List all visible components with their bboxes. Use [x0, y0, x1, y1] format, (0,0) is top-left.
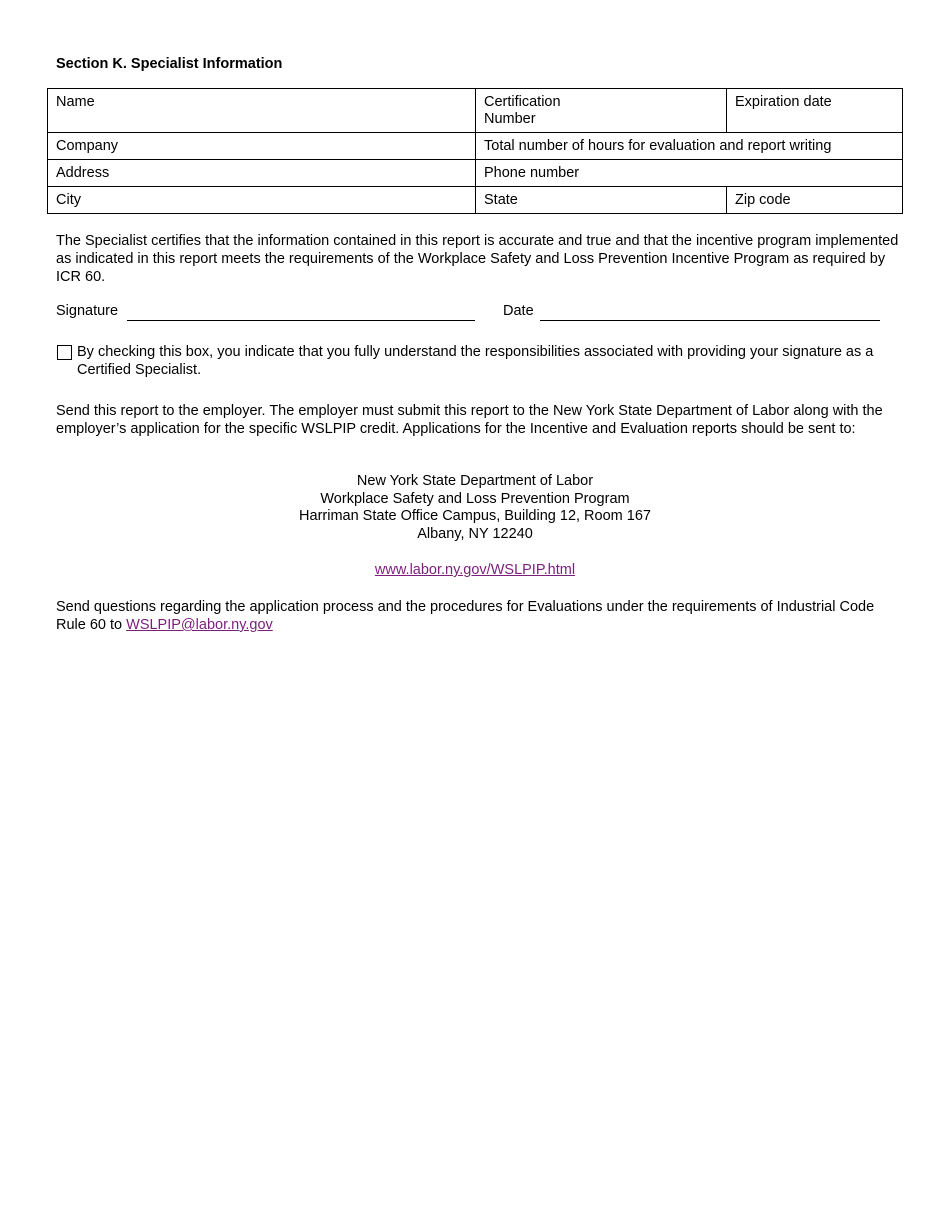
phone-field[interactable] [476, 160, 903, 187]
zip-field[interactable] [727, 187, 903, 214]
date-line[interactable] [540, 320, 880, 321]
expiration-date-field[interactable] [727, 89, 903, 133]
company-label: Company [56, 138, 119, 154]
website-link[interactable]: www.labor.ny.gov/WSLPIP.html [374, 562, 576, 578]
email-link[interactable]: WSLPIP@labor.ny.gov [126, 617, 273, 633]
website-row [0, 562, 950, 578]
certification-label-line1: Certification [484, 94, 561, 110]
signature-row [56, 303, 886, 323]
address-label: Address [56, 165, 110, 181]
state-field[interactable] [476, 187, 727, 214]
certification-label-line2: Number [484, 111, 536, 127]
state-label: State [484, 192, 518, 208]
expiration-label: Expiration date [735, 94, 832, 110]
send-report-instructions: Send this report to the employer. The employer must submit this report to the New York State Department of Labor along with the employer’s application for the specific WSLPIP credit. Applications for the Incentive and Evaluation reports should be sent to: [56, 403, 883, 437]
city-label: City [56, 192, 81, 208]
questions-paragraph [56, 598, 902, 634]
hours-field[interactable] [476, 133, 903, 160]
checkbox-label: By checking this box, you indicate that you fully understand the responsibilities associated with providing your signature as a Certified Specialist. [77, 344, 874, 378]
mailing-address [0, 473, 950, 544]
name-label: Name [56, 94, 95, 110]
date-label: Date [503, 303, 534, 319]
specialist-info-table [47, 88, 903, 214]
city-field[interactable] [48, 187, 476, 214]
certification-number-field[interactable] [476, 89, 727, 133]
certification-statement: The Specialist certifies that the information contained in this report is accurate and true and that the incentive program implemented as indicated in this report meets the requirements of the Workplace Safety and Loss Prevention Incentive Program as required by ICR 60. [56, 233, 899, 285]
certified-specialist-checkbox[interactable] [57, 345, 72, 360]
phone-label: Phone number [484, 165, 580, 181]
questions-text: Send questions regarding the application process and the procedures for Evaluations under the requirements of Industrial Code Rule 60 to [56, 599, 875, 633]
section-title: Section K. Specialist Information [56, 56, 283, 72]
address-line-1: New York State Department of Labor [356, 473, 594, 489]
table-row [48, 160, 903, 187]
name-field[interactable] [48, 89, 476, 133]
address-line-3: Harriman State Office Campus, Building 12, Room 167 [299, 508, 651, 525]
signature-line[interactable] [127, 320, 475, 321]
table-row [48, 187, 903, 214]
address-line-4: Albany, NY 12240 [417, 526, 533, 543]
zip-label: Zip code [735, 192, 791, 208]
signature-label: Signature [56, 303, 119, 319]
table-row [48, 133, 903, 160]
address-line-2: Workplace Safety and Loss Prevention Program [320, 490, 630, 507]
company-field[interactable] [48, 133, 476, 160]
address-field[interactable] [48, 160, 476, 187]
table-row [48, 89, 903, 133]
hours-label: Total number of hours for evaluation and report writing [484, 138, 832, 154]
